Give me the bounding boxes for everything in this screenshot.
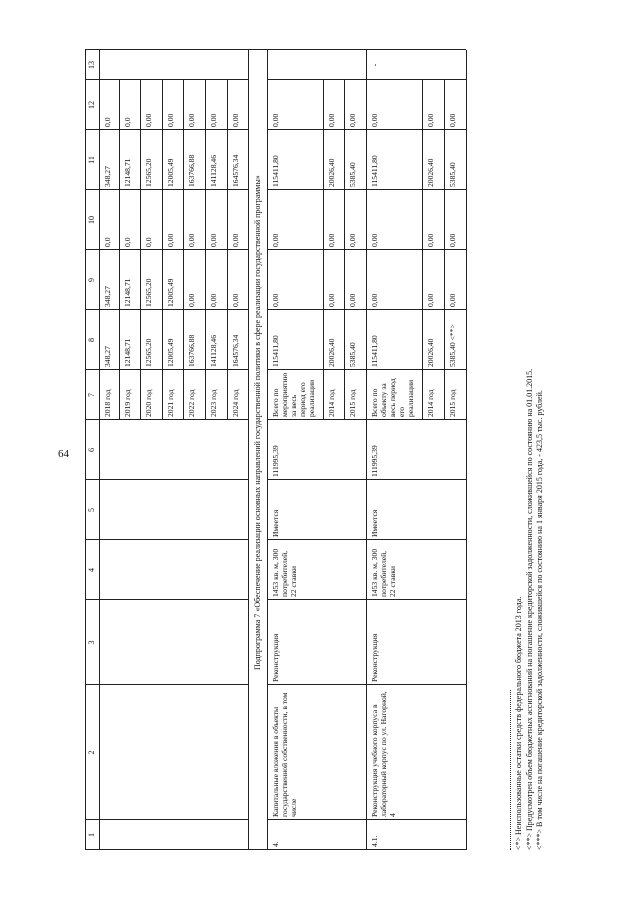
- footnote-3: <***> В том числе на погашение кредиторской задолженности, сложившейся по состоянию на 1 января 2015 года, - 423,5 тыс. рублей.: [535, 390, 544, 850]
- value-cell: 115411,80: [370, 335, 379, 367]
- column-number: 2: [87, 750, 96, 755]
- value-cell: 12005,49: [166, 338, 175, 367]
- column-line: [85, 819, 248, 820]
- column-number: 7: [87, 393, 96, 397]
- table-border-right: [85, 49, 466, 50]
- header-row-line: [99, 50, 100, 850]
- year-cell: 2019 год: [123, 389, 132, 417]
- period-label: 2014 год: [426, 389, 435, 417]
- value-cell: 0,00: [426, 293, 435, 307]
- value-cell: 164576,34: [231, 154, 240, 187]
- value-cell: 0,00: [231, 233, 240, 247]
- value-cell: 12148,71: [123, 278, 132, 307]
- value-cell: 0,00: [209, 293, 218, 307]
- value-cell: 0,00: [231, 293, 240, 307]
- value-cell: 0,0: [144, 237, 153, 247]
- value-cell: 12148,71: [123, 338, 132, 367]
- column-number: 5: [87, 508, 96, 512]
- column-number: 1: [87, 833, 96, 837]
- value-cell: 0,0: [123, 237, 132, 247]
- value-cell: 5385,40: [348, 162, 357, 187]
- value-cell: 0,00: [370, 233, 379, 247]
- value-cell: 12565,20: [144, 278, 153, 307]
- value-cell: 0,00: [327, 233, 336, 247]
- year-cell: 2024 год: [231, 389, 240, 417]
- subprogram-bottom-line: [267, 50, 268, 850]
- period-label: Всего по мероприятию за весь период его реализации: [271, 372, 316, 417]
- footnote-2: <**> Предусмотрен объем бюджетных ассигнований на погашение кредиторской задолженности, сложившейся по состоянию на 01.01.2015.: [524, 368, 534, 850]
- value-cell: 20026,40: [426, 158, 435, 187]
- value-cell: 0,00: [187, 113, 196, 127]
- documentation: Имеется: [370, 509, 379, 537]
- value-cell: 0,00: [327, 293, 336, 307]
- year-cell: 2022 год: [187, 389, 196, 417]
- value-cell: 12565,20: [144, 158, 153, 187]
- value-cell: 348,27: [103, 346, 112, 367]
- value-cell: 12005,49: [166, 158, 175, 187]
- value-cell: 141128,46: [209, 155, 218, 187]
- value-cell: 0,00: [327, 113, 336, 127]
- row-number: 4.1.: [370, 835, 379, 847]
- value-cell: 0,0: [103, 237, 112, 247]
- column-line: [85, 684, 248, 685]
- footnote-separator: [510, 690, 511, 850]
- value-cell: 12148,71: [123, 158, 132, 187]
- work-type: Реконструкция: [271, 633, 280, 682]
- value-cell: 0,00: [448, 113, 457, 127]
- column-number: 9: [87, 278, 96, 282]
- value-cell: 348,27: [103, 166, 112, 187]
- value-cell: 0,00: [348, 113, 357, 127]
- table-border-top: [85, 50, 86, 850]
- estimated-cost: 111995,39: [271, 445, 280, 477]
- financing-table: [85, 50, 495, 850]
- footnotes: [510, 70, 546, 850]
- value-cell: 0,00: [348, 293, 357, 307]
- value-cell: 0,00: [271, 293, 280, 307]
- estimated-cost: 111995,39: [370, 445, 379, 477]
- column-line: [85, 539, 248, 540]
- value-cell: 0,00: [209, 113, 218, 127]
- work-type: Реконструкция: [370, 633, 379, 682]
- value-cell: 12005,49: [166, 278, 175, 307]
- value-cell: 0,00: [166, 113, 175, 127]
- period-label: Всего по объекту за весь период его реализации: [370, 378, 415, 417]
- value-cell: 5385,40: [448, 162, 457, 187]
- value-cell: 20026,40: [327, 338, 336, 367]
- value-cell: 163766,88: [187, 154, 196, 187]
- subprogram-title: Подпрограмма 7 «Обеспечение реализации основных направлений государственной политики в сфере реализации государственной программы»: [253, 175, 262, 670]
- value-cell: 0,00: [187, 233, 196, 247]
- value-cell: 115411,80: [271, 335, 280, 367]
- value-cell: 0,00: [231, 113, 240, 127]
- value-cell: 20026,40: [327, 158, 336, 187]
- value-cell: 5385,40: [348, 342, 357, 367]
- column-number: 6: [87, 448, 96, 452]
- period-label: 2015 год: [348, 389, 357, 417]
- row-number: 4.: [271, 841, 280, 847]
- value-cell: 0,00: [271, 113, 280, 127]
- column-line: [85, 479, 248, 480]
- period-label: 2014 год: [327, 389, 336, 417]
- column-number: 12: [87, 101, 96, 109]
- column-line: [85, 599, 248, 600]
- value-cell: 0,00: [426, 113, 435, 127]
- value-cell: 115411,80: [271, 155, 280, 187]
- column-number: 4: [87, 568, 96, 572]
- value-cell: 0,00: [187, 293, 196, 307]
- rotated-page-content: [85, 10, 640, 850]
- period-label: 2015 год: [448, 389, 457, 417]
- page-number: 64: [58, 448, 69, 460]
- value-cell: 0,00: [448, 293, 457, 307]
- value-cell: 0,00: [426, 233, 435, 247]
- year-cell: 2023 год: [209, 389, 218, 417]
- value-cell: 0,00: [348, 233, 357, 247]
- value-cell: 0,00: [271, 233, 280, 247]
- value-cell: 0,00: [209, 233, 218, 247]
- value-cell: 141128,46: [209, 335, 218, 367]
- col13-cell: -: [370, 63, 379, 67]
- capacity: 1453 кв. м, 300 потребителей, 22 ставки: [271, 548, 298, 597]
- value-cell: 5385,40 <**>: [448, 324, 457, 367]
- year-cell: 2021 год: [166, 389, 175, 417]
- value-cell: 0,0: [123, 117, 132, 127]
- value-cell: 0,0: [103, 117, 112, 127]
- value-cell: 0,00: [166, 233, 175, 247]
- column-number: 3: [87, 640, 96, 645]
- value-cell: 0,00: [144, 113, 153, 127]
- value-cell: 0,00: [448, 233, 457, 247]
- value-cell: 12565,20: [144, 338, 153, 367]
- value-cell: 20026,40: [426, 338, 435, 367]
- year-cell: 2018 год: [103, 389, 112, 417]
- value-cell: 164576,34: [231, 334, 240, 367]
- column-number: 8: [87, 338, 96, 342]
- column-number: 13: [87, 61, 96, 69]
- value-cell: 115411,80: [370, 155, 379, 187]
- capacity: 1453 кв. м, 300 потребителей, 22 ставки: [370, 548, 397, 597]
- column-number: 11: [87, 156, 96, 164]
- value-cell: 163766,88: [187, 334, 196, 367]
- footnote-1: <*> Неиспользованные остатки средств федерального бюджета 2013 года.: [514, 596, 523, 850]
- object-name: Реконструкция учебного корпуса в лабораторный корпус по ул. Нагорной, 4: [370, 691, 397, 817]
- object-name: Капитальные вложения в объекты государственной собственности, в том числе: [271, 692, 298, 817]
- documentation: Имеется: [271, 509, 280, 537]
- year-cell: 2020 год: [144, 389, 153, 417]
- value-cell: 0,00: [370, 113, 379, 127]
- value-cell: 0,00: [370, 293, 379, 307]
- value-cell: 348,27: [103, 286, 112, 307]
- column-number: 10: [87, 216, 96, 224]
